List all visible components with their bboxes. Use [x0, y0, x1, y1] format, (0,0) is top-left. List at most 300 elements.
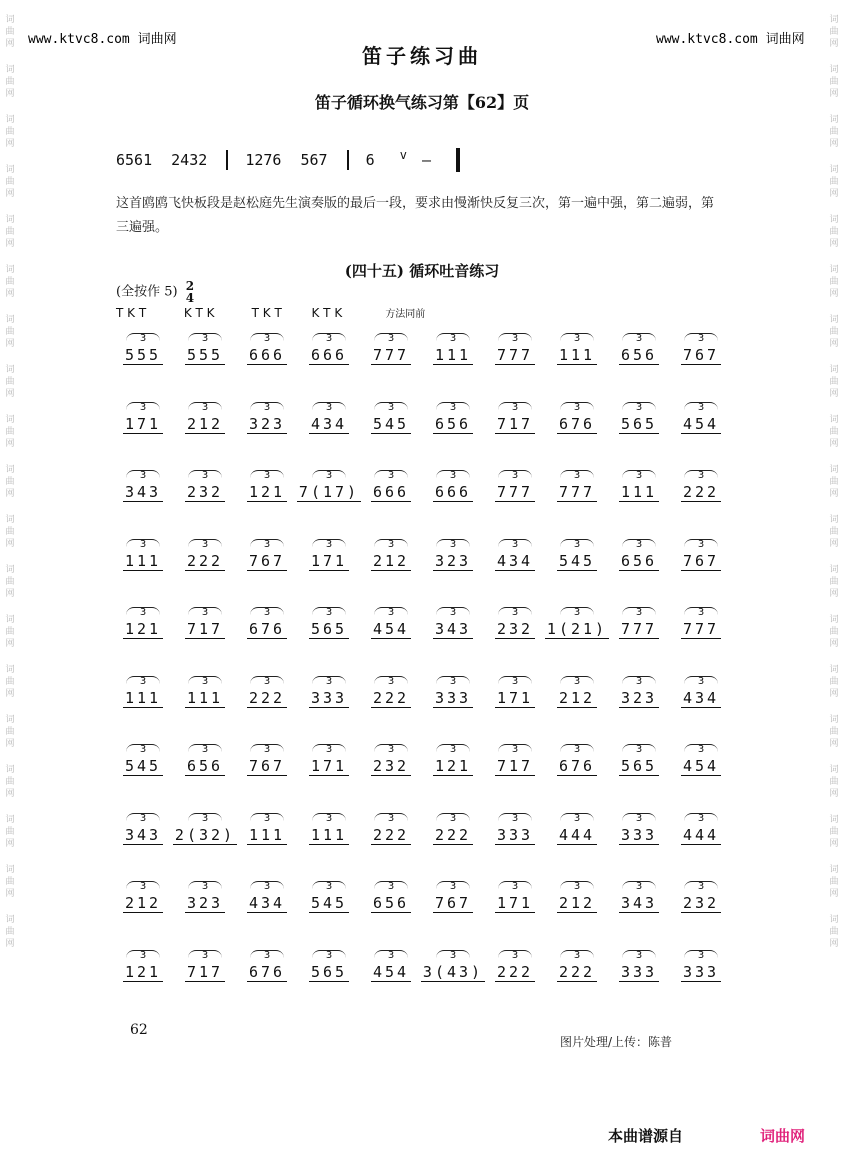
tonguing-note: 方法同前 — [385, 309, 426, 320]
side-watermark-char: 网 — [5, 939, 15, 949]
triplet-group — [236, 676, 298, 708]
triplet-mark: 3 — [312, 402, 346, 415]
triplet-mark: 3 — [498, 333, 532, 346]
triplet-mark: 3 — [250, 881, 284, 894]
measure — [608, 736, 732, 776]
triplet-mark: 3 — [498, 881, 532, 894]
side-watermark-char: 词 — [829, 315, 839, 325]
side-watermark — [5, 364, 14, 400]
triplet-mark: 3 — [684, 607, 718, 620]
side-watermark-char: 网 — [5, 289, 15, 299]
triplet-mark: 3 — [560, 950, 594, 963]
measure — [112, 942, 236, 982]
measure — [360, 873, 484, 913]
triplet-group — [174, 676, 236, 708]
triplet-mark: 3 — [250, 470, 284, 483]
note-group: 333 — [310, 689, 348, 707]
note-group: 232 — [682, 894, 720, 912]
side-watermark-char: 曲 — [5, 577, 15, 587]
triplet-mark: 3 — [436, 402, 470, 415]
measure — [112, 736, 236, 776]
side-watermark-char: 曲 — [5, 477, 15, 487]
side-watermark-char: 词 — [829, 265, 839, 275]
side-watermark — [5, 864, 14, 900]
side-watermark — [5, 764, 14, 800]
side-watermark-char: 词 — [829, 515, 839, 525]
side-watermark — [5, 664, 14, 700]
triplet-mark: 3 — [560, 402, 594, 415]
note-group: 232 — [186, 483, 224, 501]
triplet-mark: 3 — [622, 607, 656, 620]
triplet-group — [484, 402, 546, 434]
intro-segment: 567 — [300, 150, 328, 169]
tonguing-syllables — [116, 305, 716, 320]
side-watermark-char: 网 — [829, 189, 839, 199]
triplet-group — [112, 676, 174, 708]
side-watermark-char: 词 — [5, 465, 15, 475]
triplet-group — [484, 539, 546, 571]
note-group: 717 — [186, 620, 224, 638]
measure — [608, 873, 732, 913]
measure — [484, 873, 608, 913]
side-watermark-char: 词 — [829, 765, 839, 775]
triplet-group — [298, 950, 360, 982]
side-watermark — [829, 464, 838, 500]
side-watermark-char: 曲 — [829, 577, 839, 587]
triplet-mark: 3 — [374, 402, 408, 415]
triplet-group — [546, 950, 608, 982]
triplet-group — [484, 470, 546, 502]
triplet-mark: 3 — [188, 402, 222, 415]
triplet-group — [670, 470, 732, 502]
triplet-group — [608, 539, 670, 571]
triplet-group — [670, 881, 732, 913]
triplet-group — [422, 607, 484, 639]
triplet-mark: 3 — [684, 676, 718, 689]
side-watermark-char: 网 — [829, 139, 839, 149]
triplet-group — [112, 539, 174, 571]
note-group: 222 — [682, 483, 720, 501]
intro-segment: 2432 — [171, 150, 208, 169]
triplet-mark: 3 — [188, 539, 222, 552]
triplet-group — [484, 881, 546, 913]
note-group: 171 — [124, 415, 162, 433]
triplet-group — [298, 470, 360, 502]
side-watermark-char: 曲 — [5, 827, 15, 837]
triplet-mark: 3 — [188, 813, 222, 826]
side-watermark-char: 曲 — [829, 877, 839, 887]
tonguing-group: K T K — [311, 306, 343, 320]
triplet-mark: 3 — [622, 333, 656, 346]
triplet-mark: 3 — [498, 744, 532, 757]
side-watermark-char: 网 — [5, 539, 15, 549]
barline — [347, 150, 349, 170]
side-watermark — [5, 814, 14, 850]
measure — [360, 805, 484, 845]
side-watermark — [829, 714, 838, 750]
measure — [360, 394, 484, 434]
side-watermark — [829, 414, 838, 450]
triplet-mark: 3 — [126, 539, 160, 552]
side-watermark-char: 词 — [5, 15, 15, 25]
note-group: 1(21) — [546, 620, 608, 638]
triplet-group — [236, 744, 298, 776]
triplet-group — [236, 881, 298, 913]
triplet-group — [484, 607, 546, 639]
side-watermark — [829, 514, 838, 550]
triplet-group — [112, 744, 174, 776]
side-watermark-char: 词 — [5, 615, 15, 625]
triplet-group — [360, 402, 422, 434]
side-watermark-char: 网 — [829, 839, 839, 849]
note-group: 3(43) — [422, 963, 484, 981]
triplet-mark: 3 — [622, 676, 656, 689]
triplet-group — [112, 950, 174, 982]
measure — [236, 599, 360, 639]
note-group: 777 — [558, 483, 596, 501]
tonguing-group: T K T — [116, 306, 147, 320]
note-group: 121 — [248, 483, 286, 501]
triplet-mark: 3 — [188, 333, 222, 346]
triplet-mark: 3 — [374, 607, 408, 620]
side-watermark-char: 词 — [5, 915, 15, 925]
note-group: 333 — [496, 826, 534, 844]
measure — [360, 325, 484, 365]
measure — [236, 462, 360, 502]
side-watermark-char: 曲 — [829, 827, 839, 837]
triplet-mark: 3 — [250, 676, 284, 689]
breath-mark: v — [399, 148, 407, 162]
side-watermark-char: 网 — [829, 889, 839, 899]
note-group: 343 — [124, 483, 162, 501]
triplet-group — [112, 402, 174, 434]
measure — [484, 736, 608, 776]
triplet-mark: 3 — [436, 539, 470, 552]
note-group: 767 — [248, 552, 286, 570]
measure — [484, 325, 608, 365]
side-watermark-char: 网 — [5, 389, 15, 399]
note-group: 434 — [248, 894, 286, 912]
measure — [236, 325, 360, 365]
note-group: 171 — [496, 689, 534, 707]
note-group: 171 — [310, 552, 348, 570]
side-watermark — [5, 564, 14, 600]
triplet-group — [174, 813, 236, 845]
side-watermark-char: 词 — [5, 115, 15, 125]
side-watermark-char: 曲 — [5, 377, 15, 387]
side-watermark-char: 网 — [5, 839, 15, 849]
score-row — [112, 668, 720, 708]
side-watermark-char: 网 — [5, 89, 15, 99]
side-watermark-char: 词 — [829, 865, 839, 875]
triplet-group — [112, 333, 174, 365]
side-watermark-char: 网 — [829, 739, 839, 749]
triplet-mark: 3 — [498, 607, 532, 620]
triplet-mark: 3 — [126, 607, 160, 620]
score-row — [112, 394, 720, 434]
triplet-group — [670, 744, 732, 776]
note-group: 454 — [682, 757, 720, 775]
triplet-group — [360, 744, 422, 776]
side-watermark-char: 网 — [829, 389, 839, 399]
intro-segment: 6 — [365, 150, 375, 169]
note-group: 171 — [496, 894, 534, 912]
measure — [360, 736, 484, 776]
side-watermark-char: 网 — [829, 789, 839, 799]
side-watermark-char: 词 — [829, 465, 839, 475]
measure — [112, 325, 236, 365]
side-watermark-char: 曲 — [829, 277, 839, 287]
triplet-group — [422, 676, 484, 708]
triplet-group — [174, 333, 236, 365]
triplet-group — [546, 607, 608, 639]
side-watermark — [5, 514, 14, 550]
score-row — [112, 531, 720, 571]
side-watermark-char: 曲 — [829, 127, 839, 137]
side-watermark-char: 词 — [5, 515, 15, 525]
triplet-group — [360, 881, 422, 913]
triplet-mark: 3 — [560, 744, 594, 757]
note-group: 767 — [248, 757, 286, 775]
note-group: 767 — [682, 346, 720, 364]
measure — [484, 805, 608, 845]
triplet-mark: 3 — [374, 744, 408, 757]
key-signature — [116, 280, 194, 304]
measure — [112, 462, 236, 502]
side-watermark — [829, 214, 838, 250]
note-group: 222 — [372, 826, 410, 844]
measure — [236, 805, 360, 845]
triplet-group — [546, 813, 608, 845]
triplet-group — [484, 676, 546, 708]
note-group: 676 — [248, 963, 286, 981]
source-label: 本曲谱源自 — [608, 1127, 684, 1145]
left-watermark-strip — [0, 0, 20, 1173]
triplet-group — [236, 607, 298, 639]
side-watermark-char: 曲 — [829, 377, 839, 387]
triplet-mark: 3 — [622, 744, 656, 757]
side-watermark-char: 网 — [5, 739, 15, 749]
triplet-group — [608, 333, 670, 365]
side-watermark-char: 网 — [829, 89, 839, 99]
measure — [608, 394, 732, 434]
note-group: 343 — [434, 620, 472, 638]
triplet-mark: 3 — [498, 470, 532, 483]
side-watermark-char: 网 — [5, 189, 15, 199]
note-group: 454 — [372, 620, 410, 638]
side-watermark-char: 曲 — [5, 327, 15, 337]
note-group: 212 — [558, 689, 596, 707]
note-group: 656 — [620, 346, 658, 364]
side-watermark — [5, 114, 14, 150]
side-watermark-char: 词 — [5, 215, 15, 225]
triplet-mark: 3 — [684, 813, 718, 826]
triplet-mark: 3 — [622, 813, 656, 826]
note-group: 323 — [434, 552, 472, 570]
triplet-mark: 3 — [250, 402, 284, 415]
side-watermark-char: 词 — [5, 565, 15, 575]
triplet-group — [670, 402, 732, 434]
intro-segment: 1276 — [245, 150, 282, 169]
triplet-mark: 3 — [312, 950, 346, 963]
side-watermark-char: 词 — [5, 315, 15, 325]
note-group: 111 — [620, 483, 658, 501]
score-row — [112, 462, 720, 502]
note-group: 717 — [186, 963, 224, 981]
note-group: 343 — [620, 894, 658, 912]
triplet-group — [670, 950, 732, 982]
triplet-mark: 3 — [436, 744, 470, 757]
triplet-group — [608, 470, 670, 502]
triplet-mark: 3 — [250, 744, 284, 757]
note-group: 777 — [620, 620, 658, 638]
triplet-group — [360, 470, 422, 502]
triplet-mark: 3 — [498, 539, 532, 552]
measure — [608, 531, 732, 571]
triplet-mark: 3 — [560, 881, 594, 894]
note-group: 565 — [310, 620, 348, 638]
triplet-mark: 3 — [436, 881, 470, 894]
triplet-mark: 3 — [250, 607, 284, 620]
triplet-mark: 3 — [684, 470, 718, 483]
triplet-group — [174, 881, 236, 913]
triplet-group — [360, 607, 422, 639]
side-watermark-char: 网 — [5, 339, 15, 349]
side-watermark-char: 网 — [829, 589, 839, 599]
triplet-mark: 3 — [250, 333, 284, 346]
intro-segment: 6561 — [116, 150, 153, 169]
triplet-mark: 3 — [126, 813, 160, 826]
triplet-group — [236, 333, 298, 365]
side-watermark — [5, 414, 14, 450]
page-number: 62 — [130, 1022, 148, 1038]
side-watermark — [829, 564, 838, 600]
note-group: 454 — [372, 963, 410, 981]
side-watermark-char: 网 — [829, 489, 839, 499]
side-watermark-char: 网 — [829, 639, 839, 649]
measure — [484, 668, 608, 708]
triplet-mark: 3 — [374, 881, 408, 894]
measure — [236, 668, 360, 708]
note-group: 212 — [186, 415, 224, 433]
side-watermark-char: 曲 — [829, 627, 839, 637]
side-watermark — [5, 164, 14, 200]
side-watermark-char: 曲 — [5, 927, 15, 937]
measure — [484, 599, 608, 639]
side-watermark-char: 词 — [829, 665, 839, 675]
note-group: 323 — [620, 689, 658, 707]
measure — [360, 942, 484, 982]
side-watermark-char: 词 — [5, 715, 15, 725]
triplet-group — [174, 402, 236, 434]
measure — [112, 873, 236, 913]
note-group: 545 — [310, 894, 348, 912]
note-group: 555 — [186, 346, 224, 364]
triplet-group — [422, 470, 484, 502]
triplet-mark: 3 — [188, 950, 222, 963]
side-watermark-char: 词 — [829, 815, 839, 825]
triplet-group — [422, 881, 484, 913]
note-group: 767 — [434, 894, 472, 912]
measure — [112, 394, 236, 434]
note-group: 111 — [248, 826, 286, 844]
triplet-mark: 3 — [188, 607, 222, 620]
side-watermark — [829, 764, 838, 800]
side-watermark-char: 曲 — [5, 677, 15, 687]
triplet-group — [484, 950, 546, 982]
triplet-mark: 3 — [312, 333, 346, 346]
note-group: 565 — [310, 963, 348, 981]
note-group: 656 — [372, 894, 410, 912]
triplet-group — [112, 813, 174, 845]
side-watermark — [829, 914, 838, 950]
note-group: 434 — [496, 552, 534, 570]
triplet-group — [670, 676, 732, 708]
triplet-group — [608, 744, 670, 776]
side-watermark-char: 曲 — [829, 327, 839, 337]
triplet-group — [298, 813, 360, 845]
note-group: 333 — [620, 963, 658, 981]
triplet-group — [236, 470, 298, 502]
side-watermark-char: 网 — [829, 239, 839, 249]
triplet-group — [298, 607, 360, 639]
triplet-mark: 3 — [374, 470, 408, 483]
triplet-group — [360, 539, 422, 571]
triplet-mark: 3 — [436, 607, 470, 620]
triplet-group — [174, 607, 236, 639]
score-row — [112, 736, 720, 776]
triplet-mark: 3 — [622, 539, 656, 552]
repeat-end-barline — [456, 148, 460, 172]
triplet-mark: 3 — [498, 813, 532, 826]
side-watermark-char: 词 — [829, 65, 839, 75]
side-watermark-char: 词 — [829, 115, 839, 125]
triplet-group — [608, 881, 670, 913]
measure — [360, 462, 484, 502]
measure — [236, 942, 360, 982]
side-watermark-char: 曲 — [5, 227, 15, 237]
triplet-mark: 3 — [374, 539, 408, 552]
side-watermark-char: 曲 — [5, 77, 15, 87]
triplet-group — [112, 607, 174, 639]
triplet-mark: 3 — [498, 402, 532, 415]
triplet-mark: 3 — [560, 607, 594, 620]
side-watermark-char: 词 — [5, 765, 15, 775]
side-watermark-char: 曲 — [5, 777, 15, 787]
measure — [608, 325, 732, 365]
side-watermark-char: 曲 — [829, 927, 839, 937]
side-watermark-char: 网 — [829, 289, 839, 299]
triplet-group — [236, 539, 298, 571]
triplet-group — [360, 950, 422, 982]
note-group: 545 — [372, 415, 410, 433]
site-watermark-left: www.ktvc8.com 词曲网 — [28, 32, 177, 47]
triplet-mark: 3 — [436, 333, 470, 346]
side-watermark-char: 词 — [829, 915, 839, 925]
intro-tail: — — [421, 150, 432, 169]
note-group: 676 — [248, 620, 286, 638]
score-row — [112, 325, 720, 365]
triplet-mark: 3 — [188, 881, 222, 894]
side-watermark — [829, 314, 838, 350]
triplet-group — [546, 676, 608, 708]
note-group: 777 — [372, 346, 410, 364]
score-row — [112, 873, 720, 913]
triplet-mark: 3 — [684, 881, 718, 894]
side-watermark-char: 网 — [5, 639, 15, 649]
measure — [484, 394, 608, 434]
note-group: 111 — [434, 346, 472, 364]
